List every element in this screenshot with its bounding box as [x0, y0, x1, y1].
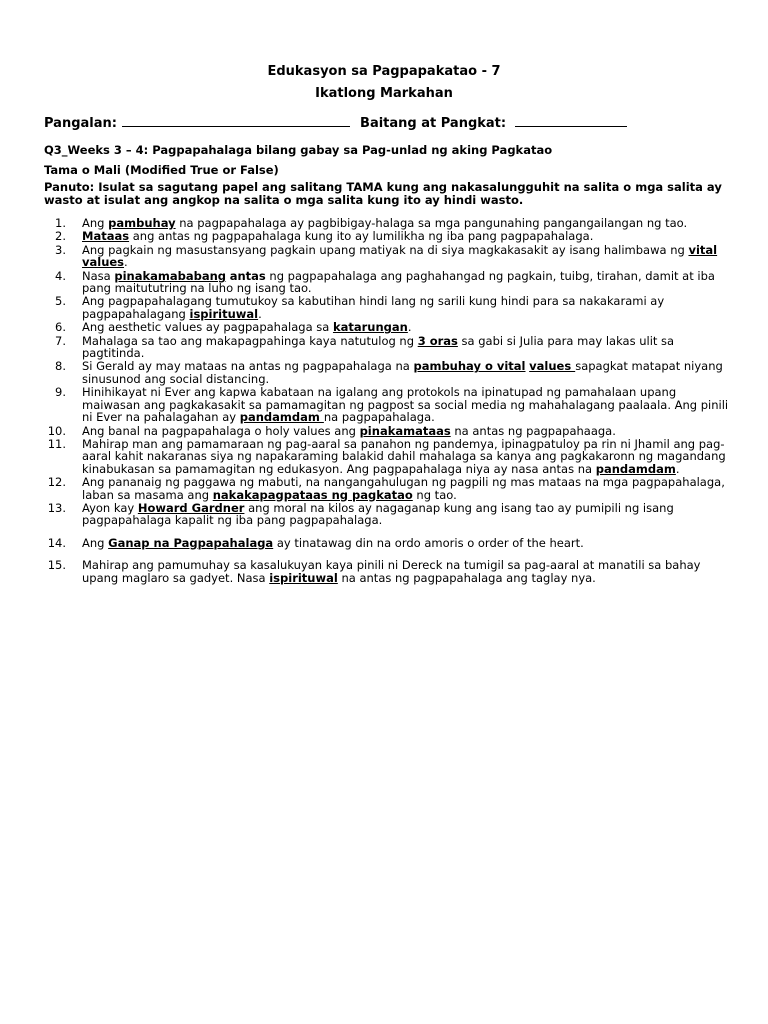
question-text: . — [675, 461, 680, 476]
question-item — [44, 476, 734, 501]
grade-blank — [515, 114, 627, 127]
question-text: Ang pagkain ng masustansyang pagkain upang matiyak na di siya magkakasakit ay isang halimbawa ng — [82, 242, 689, 257]
underlined-term: values — [529, 359, 576, 374]
question-number: 4. — [55, 268, 66, 283]
question-text: na antas ng pagpapahalaga ang taglay nya. — [337, 570, 596, 585]
question-text: ng tao. — [412, 487, 457, 502]
question-number: 14. — [47, 535, 66, 550]
question-text: Ang banal na pagpapahalaga o holy values ang — [82, 423, 360, 438]
question-number: 2. — [55, 229, 66, 244]
question-number: 11. — [47, 436, 66, 451]
question-item — [44, 217, 734, 229]
underlined-term: pinakamataas — [359, 423, 451, 438]
underlined-term: pambuhay — [108, 216, 176, 230]
underlined-term: pambuhay o vital — [413, 359, 526, 374]
question-item — [44, 559, 734, 584]
question-text: ang moral na kilos ay nagaganap kung ang isang tao ay pumipili ng isang pagpapahalaga kapalit ng iba pang pagpapahalaga. — [82, 500, 674, 528]
question-number: 13. — [47, 500, 66, 515]
question-item — [44, 335, 734, 360]
question-text: Nasa — [82, 268, 115, 283]
underlined-term: pinakamababang — [114, 268, 227, 283]
question-text: Mahalaga sa tao ang makapagpahinga kaya natutulog ng — [82, 333, 418, 348]
question-number: 7. — [55, 333, 66, 348]
question-text: . — [258, 306, 262, 321]
question-number: 6. — [55, 320, 66, 335]
name-label: Pangalan: — [44, 116, 117, 131]
underlined-term: ispirituwal — [189, 306, 259, 321]
question-number: 1. — [55, 216, 66, 230]
underlined-term: 3 oras — [417, 333, 458, 348]
underlined-term: pandamdam — [595, 461, 676, 476]
grade-label: Baitang at Pangkat: — [360, 116, 507, 131]
question-item — [44, 386, 734, 423]
question-text: Hinihikayat ni Ever ang kapwa kabataan na igalang ang protokols na ipinatupad ng pamahalaan upang maiwasan ang pagkakasakit sa pamamagitan ng pagpost sa social media ng mahahalagang paalaala. Ang pinili ni Ever na pahalagahan ay — [82, 385, 729, 425]
underlined-term: pandamdam — [239, 410, 324, 425]
test-type-heading: Tama o Mali (Modified True or False) — [44, 163, 279, 177]
name-blank — [122, 114, 350, 127]
question-item — [44, 438, 734, 475]
document-title: Edukasyon sa Pagpapakatao - 7 — [267, 64, 501, 79]
question-item — [44, 425, 734, 437]
question-item — [44, 230, 734, 242]
question-text: ng pagpapahalaga ang paghahangad ng pagkain, tuibg, tirahan, damit at iba pang maitututring na luho ng isang tao. — [82, 268, 715, 296]
question-text: ang antas ng pagpapahalaga kung ito ay lumilikha ng iba pang pagpapahalaga. — [129, 229, 594, 244]
underlined-term: nakakapagpataas ng pagkatao — [212, 487, 413, 502]
question-text: Ang — [82, 535, 109, 550]
question-number: 10. — [47, 423, 66, 438]
lesson-heading: Q3_Weeks 3 – 4: Pagpapahalaga bilang gabay sa Pag-unlad ng aking Pagkatao — [44, 143, 553, 157]
question-number: 5. — [55, 294, 66, 309]
question-text: Ang — [82, 216, 109, 230]
question-text: na pagpapahalaga. — [323, 410, 435, 425]
underlined-term: Ganap na Pagpapahalaga — [108, 535, 274, 550]
question-item — [44, 537, 734, 549]
quarter-title: Ikatlong Markahan — [315, 86, 453, 101]
underlined-term: Mataas — [82, 229, 130, 244]
question-text: ay tinatawag din na ordo amoris o order of the heart. — [273, 535, 584, 550]
instructions: Panuto: Isulat sa sagutang papel ang salitang TAMA kung ang nakasalungguhit na salita o mga salita ay wasto at isulat ang angkop na salita o mga salita kung ito ay hindi wasto. — [44, 180, 722, 207]
question-text: Mahirap ang pamumuhay sa kasalukuyan kaya pinili ni Dereck na tumigil sa pag-aaral at manatili sa bahay upang maglaro sa gadyet. Nasa — [82, 558, 701, 585]
name-grade-row — [44, 114, 627, 131]
bold-term: antas — [229, 268, 266, 283]
question-number: 8. — [55, 359, 66, 374]
question-text: Mahirap man ang pamamaraan ng pag-aaral sa panahon ng pandemya, ipinagpatuloy pa rin ni Jhamil ang pag-aaral kahit nakaranas siya ng napakaraming balakid dahil mahalaga sa kanya ang pagkakaronn ng magandang kinabukasan sa pamamagitan ng edukasyon. Ang pagpapahalaga niya ay nasa antas na — [82, 436, 726, 476]
question-list — [44, 217, 734, 585]
question-item — [44, 270, 734, 295]
question-text: Si Gerald ay may mataas na antas ng pagpapahalaga na — [82, 359, 414, 374]
question-number: 3. — [55, 242, 66, 257]
question-item — [44, 502, 734, 527]
question-text: sa gabi si Julia para may lakas ulit sa pagtitinda. — [82, 333, 675, 361]
question-text: . — [407, 320, 412, 335]
question-number: 15. — [47, 558, 66, 573]
question-text: Ang aesthetic values ay pagpapahalaga sa — [82, 320, 333, 335]
question-number: 9. — [55, 385, 66, 400]
question-item — [44, 295, 734, 320]
question-text: . — [124, 255, 128, 270]
question-number: 12. — [47, 475, 66, 490]
question-text: na pagpapahalaga ay pagbibigay-halaga sa mga pangunahing pangangailangan ng tao. — [175, 216, 688, 230]
underlined-term: Howard Gardner — [137, 500, 245, 515]
question-text: Ang pananaig ng paggawa ng mabuti, na nangangahulugan ng pagpili ng mas mataas na mga pagpapahalaga, laban sa masama ang — [82, 475, 725, 502]
underlined-term: vital values — [82, 242, 718, 270]
question-text: na antas ng pagpapahaaga. — [450, 423, 616, 438]
question-text: Ayon kay — [82, 500, 138, 515]
underlined-term: ispirituwal — [269, 570, 338, 585]
question-text: sapagkat matapat niyang sinusunod ang social distancing. — [82, 359, 723, 386]
question-item — [44, 321, 734, 333]
question-item — [44, 360, 734, 385]
question-text: Ang pagpapahalagang tumutukoy sa kabutihan hindi lang ng sarili kung hindi para sa nakakarami ay pagpapahalagang — [82, 294, 665, 321]
question-item — [44, 244, 734, 269]
underlined-term: katarungan — [332, 320, 408, 335]
